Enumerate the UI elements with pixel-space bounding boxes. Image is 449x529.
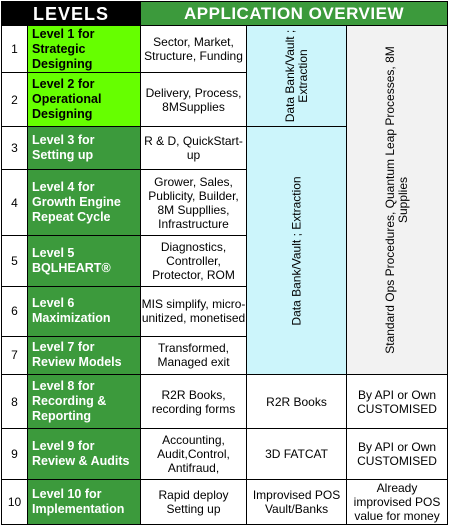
table-row [2,480,448,525]
application-overview-header: APPLICATION OVERVIEW [141,2,448,26]
table-row [2,429,448,480]
level-cell: Level 1 for Strategic Designing [28,26,141,73]
level-cell: Level 3 for Setting up [28,127,141,170]
platform-cell: 3D FATCAT [247,429,347,480]
application-cell: Sector, Market, Structure, Funding [141,26,247,73]
row-number: 6 [2,286,28,336]
table-row [2,375,448,429]
row-number: 10 [2,480,28,525]
application-cell: Rapid deploy Setting up [141,480,247,525]
level-cell: Level 9 for Review & Audits [28,429,141,480]
application-cell: R & D, QuickStart-up [141,127,247,170]
platform-cell: R2R Books [247,375,347,429]
application-cell: MIS simplify, micro-unitized, monetised [141,286,247,336]
level-cell: Level 4 for Growth Engine Repeat Cycle [28,170,141,236]
application-cell: Accounting, Audit,Control, Antifraud, [141,429,247,480]
application-cell: Diagnostics, Controller, Protector, ROM [141,236,247,286]
databank-text-1: Data Bank/Vault ; Extraction [282,29,310,123]
row-number: 2 [2,73,28,127]
standard-ops-text: Standard Ops Procedures, Quantum Leap Processes, 8M Supplies [383,46,411,354]
level-cell: Level 7 for Review Models [28,336,141,374]
row-number: 7 [2,336,28,374]
platform-cell: Improvised POS Vault/Banks [247,480,347,525]
row-number: 5 [2,236,28,286]
level-cell: Level 10 for Implementation [28,480,141,525]
databank-cell-2 [247,127,347,375]
level-cell: Level 2 for Operational Designing [28,73,141,127]
delivery-cell: By API or Own CUSTOMISED [347,429,448,480]
levels-table [1,1,448,525]
application-cell: R2R Books, recording forms [141,375,247,429]
level-cell: Level 6 Maximization [28,286,141,336]
row-number: 8 [2,375,28,429]
row-number: 4 [2,170,28,236]
standard-ops-cell [347,26,448,375]
level-cell: Level 5 BQLHEART® [28,236,141,286]
level-cell: Level 8 for Recording & Reporting [28,375,141,429]
row-number: 1 [2,26,28,73]
databank-cell-1 [247,26,347,127]
delivery-cell: Already improvised POS value for money [347,480,448,525]
delivery-cell: By API or Own CUSTOMISED [347,375,448,429]
levels-header: LEVELS [2,2,141,26]
databank-text-2: Data Bank/Vault ; Extraction [289,175,304,326]
row-number: 3 [2,127,28,170]
row-number: 9 [2,429,28,480]
application-cell: Transformed, Managed exit [141,336,247,374]
application-cell: Delivery, Process, 8MSupplies [141,73,247,127]
application-cell: Grower, Sales, Publicity, Builder, 8M Suppllies, Infrastructure [141,170,247,236]
table-row [2,26,448,73]
